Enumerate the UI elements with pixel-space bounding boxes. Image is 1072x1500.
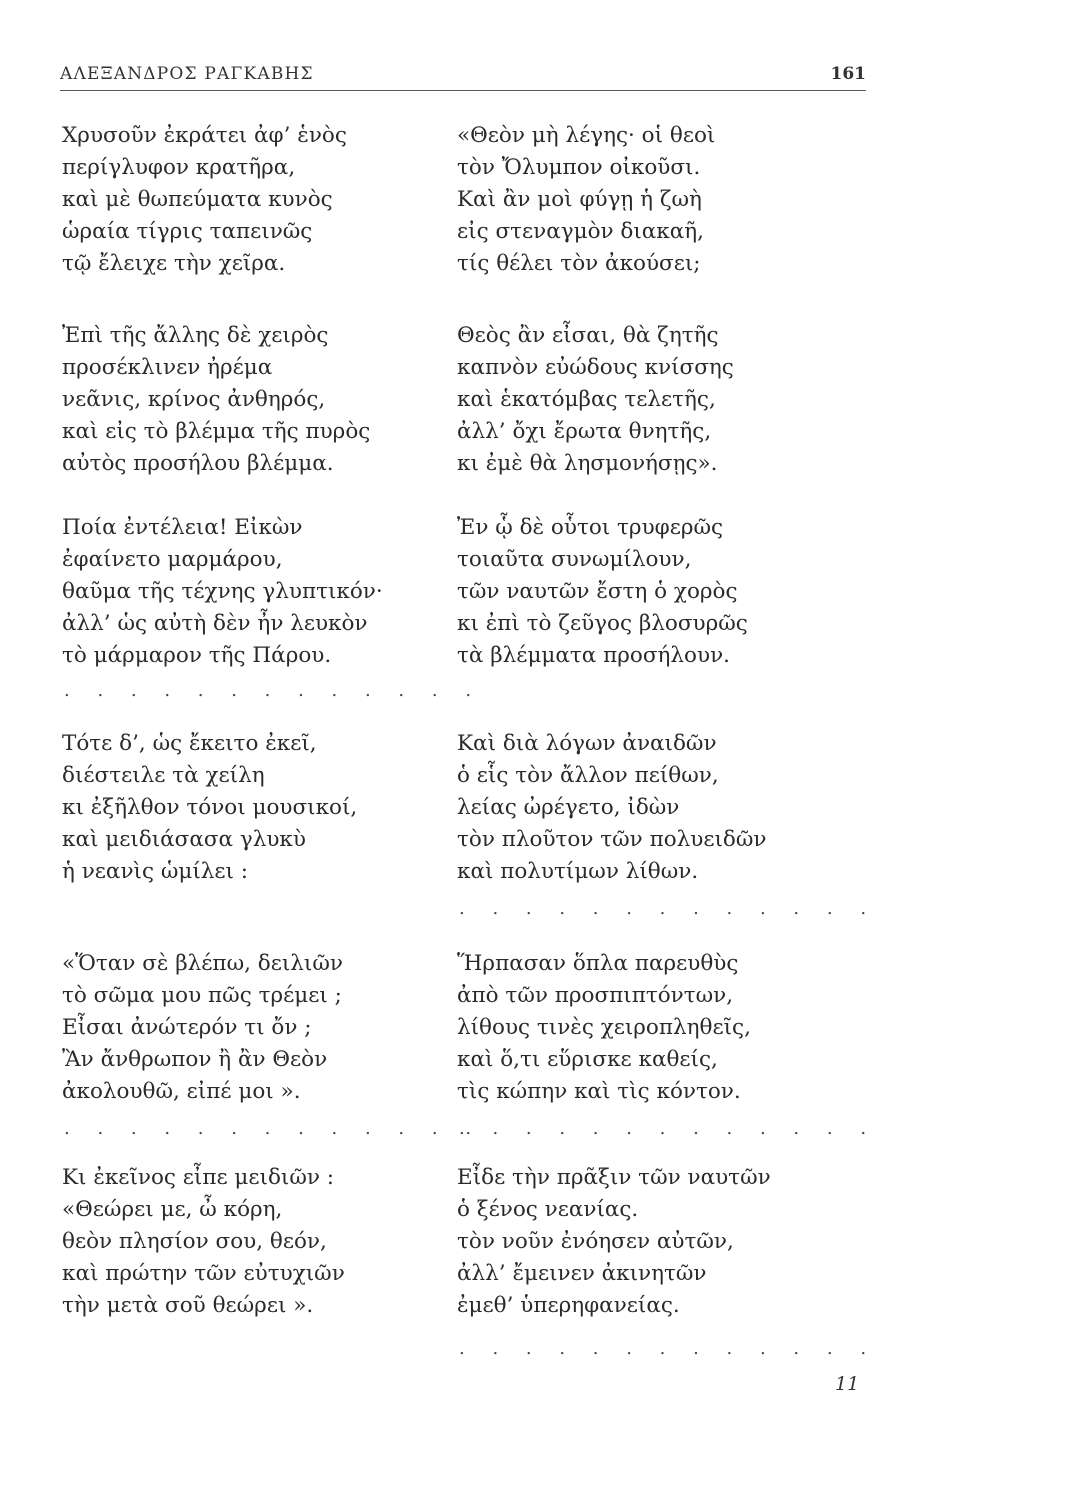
ellipsis-row: . . . . . . . . . . . . . [64,1118,483,1139]
stanza-left-2 [62,320,462,480]
stanza-right-6 [457,1162,857,1322]
verse-line: Ἂν ἄνθρωπον ἢ ἂν Θεὸν [62,1047,328,1072]
verse-line: Καὶ ἂν μοὶ φύγῃ ἡ ζωὴ [457,187,702,212]
verse-line: «Θεὸν μὴ λέγης· οἱ θεοὶ [457,123,716,148]
verse-line: ἀπὸ τῶν προσπιπτόντων, [457,983,734,1008]
verse-line: «Ὅταν σὲ βλέπω, δειλιῶν [62,951,343,976]
verse-line: ὡραία τίγρις ταπεινῶς [62,219,313,244]
verse-line: λίθους τινὲς χειροπληθεῖς, [457,1015,751,1040]
verse-line: καὶ ἑκατόμβας τελετῆς, [457,387,716,412]
verse-line: εἰς στεναγμὸν διακαῆ, [457,219,704,244]
verse-line: καὶ πολυτίμων λίθων. [457,859,699,884]
verse-line: προσέκλινεν ἠρέμα [62,355,273,380]
page-number: 161 [830,64,866,84]
verse-line: Κι ἐκεῖνος εἶπε μειδιῶν : [62,1165,335,1190]
ellipsis-row: . . . . . . . . . . . . . [459,898,878,919]
verse-line: Ἐπὶ τῆς ἄλλης δὲ χειρὸς [62,323,329,348]
verse-line: ἀλλ’ ὡς αὐτὴ δὲν ἦν λευκὸν [62,611,368,636]
verse-line: καὶ μὲ θωπεύματα κυνὸς [62,187,333,212]
verse-line: διέστειλε τὰ χείλη [62,763,265,788]
stanza-right-2 [457,320,857,480]
verse-line: καπνὸν εὐώδους κνίσσης [457,355,734,380]
verse-line: τὸν Ὄλυμπον οἰκοῦσι. [457,155,701,180]
verse-line: ἡ νεανὶς ὡμίλει : [62,859,249,884]
verse-line: Ἥρπασαν ὅπλα παρευθὺς [457,951,739,976]
verse-line: τὰ βλέμματα προσήλουν. [457,643,730,668]
verse-line: τῷ ἔλειχε τὴν χεῖρα. [62,251,286,276]
verse-line: θαῦμα τῆς τέχνης γλυπτικόν· [62,579,383,604]
verse-line: αὐτὸς προσήλου βλέμμα. [62,451,334,476]
verse-line: ἐφαίνετο μαρμάρου, [62,547,283,572]
verse-line: τὸν πλοῦτον τῶν πολυειδῶν [457,827,767,852]
verse-line: καὶ ὅ,τι εὕρισκε καθείς, [457,1047,718,1072]
verse-line: ὁ εἷς τὸν ἄλλον πείθων, [457,763,719,788]
verse-line: τὶς κώπην καὶ τὶς κόντον. [457,1079,741,1104]
verse-line: κι ἐμὲ θὰ λησμονήσῃς». [457,451,718,476]
verse-line: θεὸν πλησίον σου, θεόν, [62,1229,327,1254]
ellipsis-row: . . . . . . . . . . . . . [64,680,483,701]
verse-line: Καὶ διὰ λόγων ἀναιδῶν [457,731,717,756]
verse-line: τὸ σῶμα μου πῶς τρέμει ; [62,983,342,1008]
verse-line: Ποία ἐντέλεια! Εἰκὼν [62,515,303,540]
verse-line: καὶ μειδιάσασα γλυκὺ [62,827,306,852]
verse-line: Χρυσοῦν ἐκράτει ἀφ’ ἑνὸς [62,123,347,148]
verse-line: ἐμεθ’ ὑπερηφανείας. [457,1293,680,1318]
signature-mark: 11 [835,1373,860,1395]
stanza-left-1 [62,120,462,280]
verse-line: λείας ὠρέγετο, ἰδὼν [457,795,680,820]
stanza-right-1 [457,120,857,280]
verse-line: Θεὸς ἂν εἶσαι, θὰ ζητῆς [457,323,719,348]
verse-line: Εἶσαι ἀνώτερόν τι ὄν ; [62,1015,312,1040]
stanza-right-3 [457,512,857,672]
verse-line: τοιαῦτα συνωμίλουν, [457,547,692,572]
stanza-right-5 [457,948,857,1108]
verse-line: τίς θέλει τὸν ἀκούσει; [457,251,701,276]
stanza-left-6 [62,1162,462,1322]
ellipsis-row: . . . . . . . . . . . . . [459,1118,878,1139]
verse-line: ἀλλ’ ὄχι ἔρωτα θνητῆς, [457,419,712,444]
verse-line: «Θεώρει με, ὦ κόρη, [62,1197,283,1222]
verse-line: κι ἐπὶ τὸ ζεῦγος βλοσυρῶς [457,611,748,636]
verse-line: τὸ μάρμαρον τῆς Πάρου. [62,643,332,668]
verse-line: τὸν νοῦν ἐνόησεν αὐτῶν, [457,1229,734,1254]
ellipsis-row: . . . . . . . . . . . . . [459,1338,878,1359]
verse-line: ὁ ξένος νεανίας. [457,1197,639,1222]
verse-line: τὴν μετὰ σοῦ θεώρει ». [62,1293,314,1318]
verse-line: Ἐν ᾧ δὲ οὗτοι τρυφερῶς [457,515,724,540]
stanza-left-4 [62,728,462,888]
stanza-right-4 [457,728,857,888]
running-header [60,58,866,91]
verse-line: καὶ εἰς τὸ βλέμμα τῆς πυρὸς [62,419,371,444]
stanza-left-3 [62,512,462,672]
running-title: ΑΛΕΞΑΝΔΡΟΣ ΡΑΓΚΑΒΗΣ [60,64,314,84]
verse-line: καὶ πρώτην τῶν εὐτυχιῶν [62,1261,345,1286]
verse-line: Τότε δ’, ὡς ἔκειτο ἐκεῖ, [62,731,317,756]
verse-line: ἀλλ’ ἔμεινεν ἀκινητῶν [457,1261,707,1286]
verse-line: τῶν ναυτῶν ἔστη ὁ χορὸς [457,579,738,604]
verse-line: περίγλυφον κρατῆρα, [62,155,296,180]
verse-line: νεᾶνις, κρίνος ἀνθηρός, [62,387,326,412]
verse-line: ἀκολουθῶ, εἰπέ μοι ». [62,1079,301,1104]
verse-line: Εἶδε τὴν πρᾶξιν τῶν ναυτῶν [457,1165,771,1190]
verse-line: κι ἐξῆλθον τόνοι μουσικοί, [62,795,358,820]
stanza-left-5 [62,948,462,1108]
